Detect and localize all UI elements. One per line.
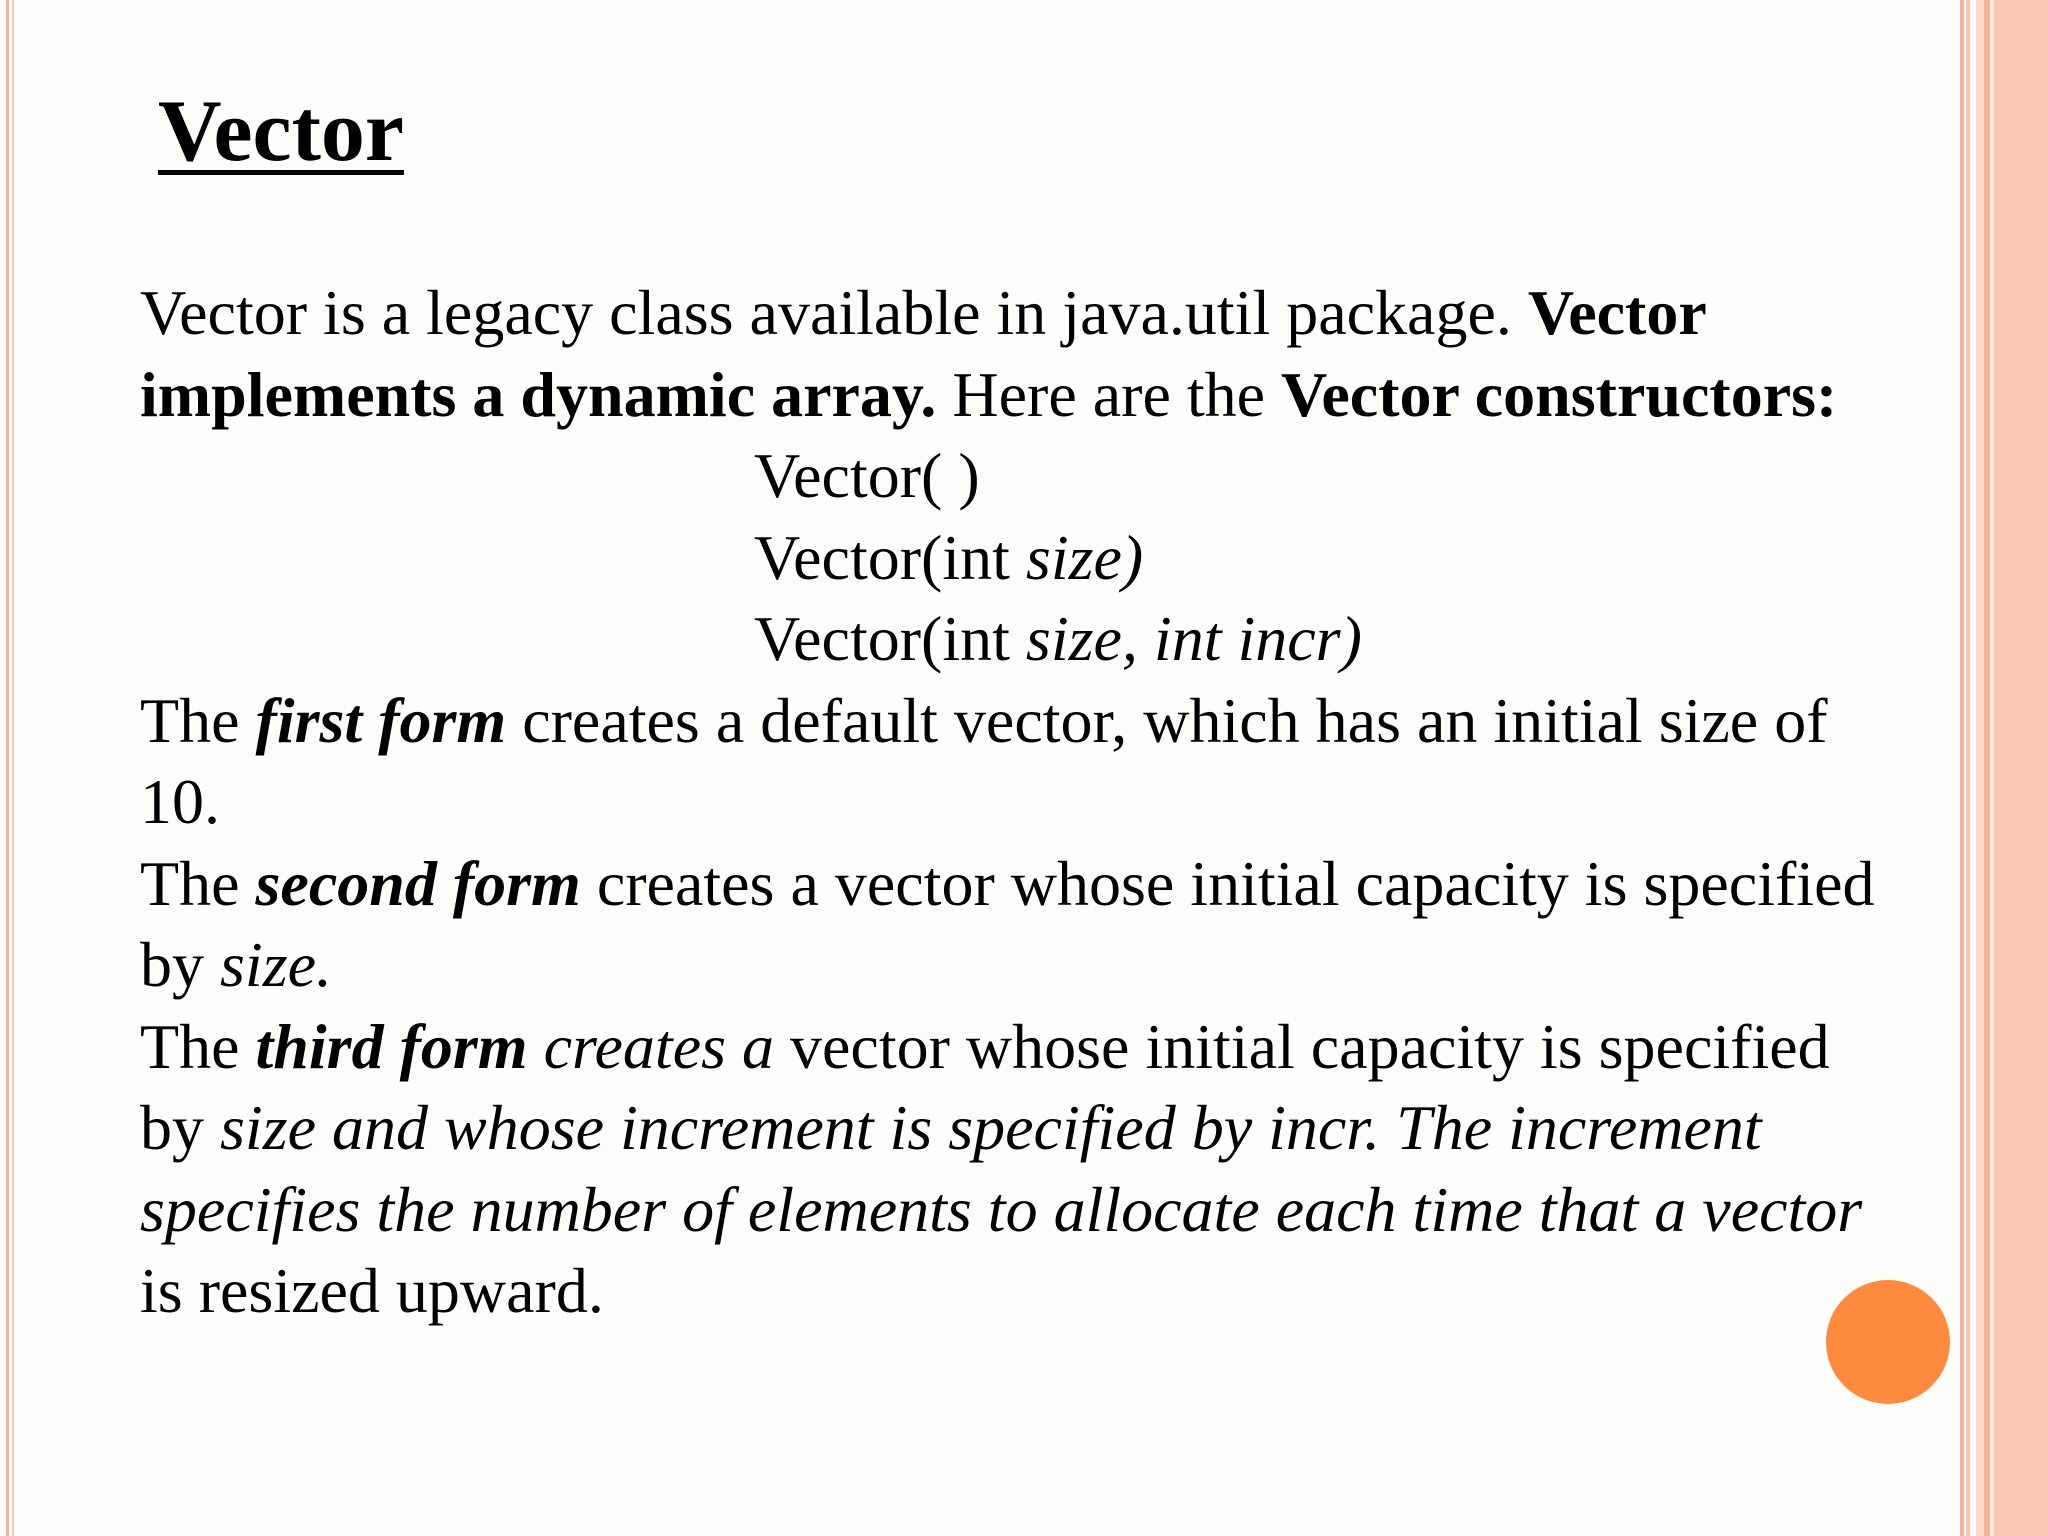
constructor-param: size, int incr) (1025, 603, 1362, 674)
intro-line-2 (140, 354, 2000, 436)
left-border-line (6, 0, 9, 1536)
constructor-signature: Vector( ) (754, 440, 980, 511)
third-form-italic: creates a (527, 1010, 774, 1082)
third-form-line-4: is resized upward. (140, 1255, 604, 1326)
first-form-text: creates a default vector, which has an initial size of (506, 684, 1828, 756)
third-form-line-2 (140, 1087, 2000, 1169)
left-border-line-inner (12, 0, 14, 1536)
third-form-lead: The (140, 1010, 256, 1082)
constructor-item (140, 598, 2000, 680)
second-form-param: size. (220, 929, 332, 1000)
third-form-line-3 (140, 1169, 2000, 1251)
slide-title: Vector (158, 83, 404, 180)
first-form-line-1 (140, 680, 2000, 762)
intro-bold-text: Vector constructors: (1281, 358, 1838, 430)
second-form-line-2 (140, 924, 2000, 1006)
first-form-line-2: 10. (140, 766, 220, 837)
intro-text: Vector is a legacy class available in java.util package. (140, 277, 1528, 348)
first-form-emphasis: first form (255, 684, 507, 756)
slide-body (140, 272, 2000, 1332)
intro-line-1 (140, 272, 2000, 354)
intro-bold-text: Vector (1527, 277, 1707, 348)
constructor-item (140, 517, 2000, 599)
first-form-lead: The (140, 684, 256, 756)
third-form-by: by (140, 1092, 220, 1163)
constructor-signature: Vector(int (754, 603, 1026, 674)
third-form-emphasis: third form (255, 1010, 528, 1082)
third-form-text: vector whose initial capacity is specified (774, 1010, 1830, 1082)
second-form-lead: The (140, 847, 256, 919)
third-form-italic: size and whose increment is specified by incr. The increment (220, 1092, 1762, 1163)
constructor-signature: Vector(int (754, 521, 1026, 593)
third-form-italic: specifies the number of elements to allocate each time that a vector (140, 1173, 1863, 1245)
intro-text: Here are the (936, 358, 1282, 430)
orange-circle-decoration (1826, 1280, 1950, 1404)
second-form-text: creates a vector whose initial capacity is specified (580, 847, 1875, 919)
third-form-line-1 (140, 1006, 2000, 1088)
second-form-emphasis: second form (255, 847, 581, 919)
right-border-bar (1994, 0, 2048, 1536)
second-form-by: by (140, 929, 220, 1000)
constructor-item (140, 435, 2000, 517)
constructor-param: size) (1025, 521, 1144, 593)
intro-bold-text: implements a dynamic array. (140, 358, 937, 430)
second-form-line-1 (140, 843, 2000, 925)
